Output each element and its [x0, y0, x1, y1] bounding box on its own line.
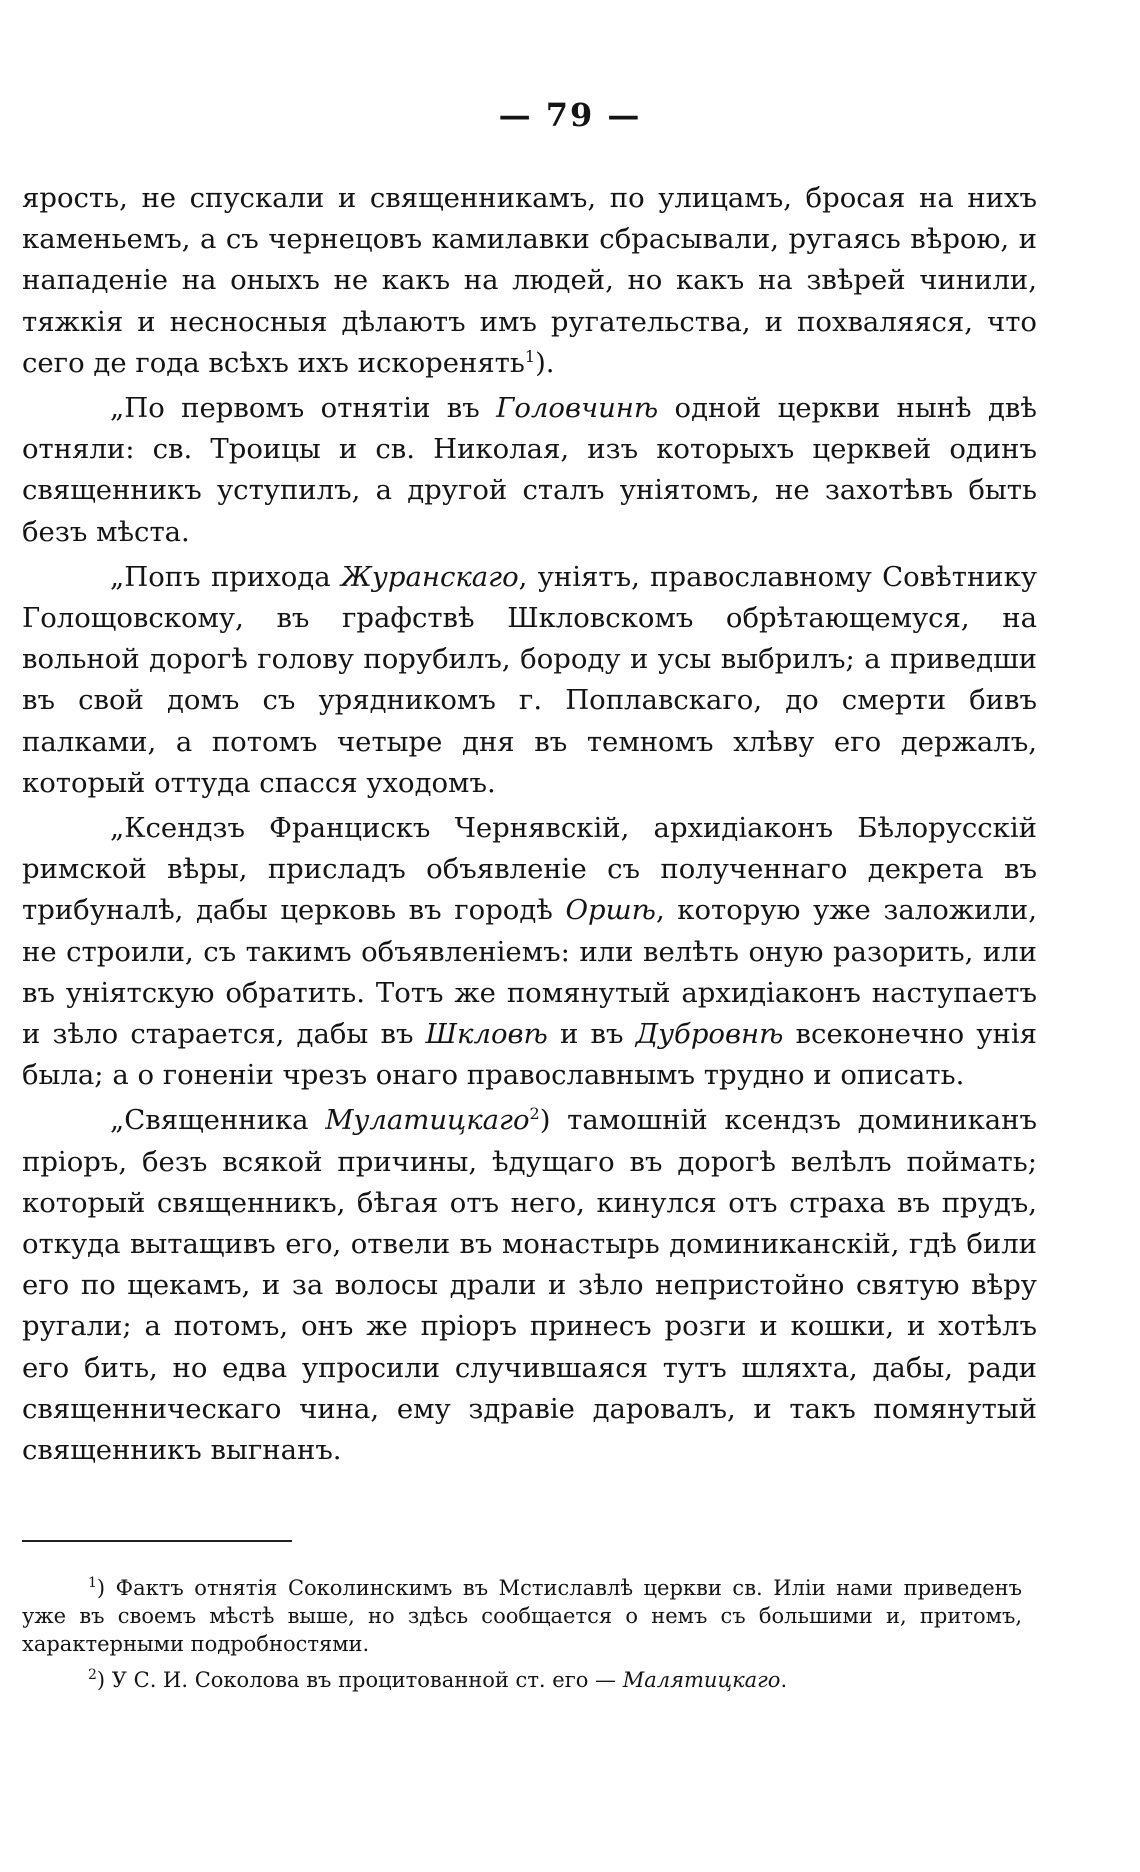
italic-text: Малятицкаго [622, 1668, 781, 1692]
text-run: ) Фактъ отнятія Соколинскимъ въ Мстиславлѣ церкви св. Иліи нами приведенъ уже въ своемъ мѣстѣ выше, но здѣсь сообщается о немъ съ большими и, притомъ, характерными подробностями. [22, 1576, 1022, 1656]
italic-text: Дубровнѣ [635, 1018, 784, 1051]
text-run: „Ксендзъ Францискъ Чернявскій, архидіаконъ Бѣлорусскій римской вѣры, присладъ объявленіе съ полученнаго декрета въ трибуналѣ, дабы церковь въ городѣ [22, 812, 1037, 927]
text-run: ). [535, 346, 555, 379]
text-run: ) тамошній ксендзъ доминиканъ пріоръ, безъ всякой причины, ѣдущаго въ дорогѣ велѣлъ поймать; который священникъ, бѣгая отъ него, кинулся отъ страха въ прудъ, откуда вытащивъ его, отвели въ монастырь доминиканскій, гдѣ били его по щекамъ, и за волосы драли и зѣло непристойно святую вѣру ругали; а потомъ, онъ же пріоръ принесъ розги и кошки, и хотѣлъ его бить, но едва упросили случившаяся тутъ шляхта, дабы, ради священническаго чина, ему здравіе даровалъ, и такъ помянутый священникъ выгнанъ. [22, 1104, 1037, 1467]
text-run: „По первомъ отнятіи въ [110, 392, 497, 425]
footnote-mark: 1 [88, 1575, 97, 1591]
text-run: , которую уже заложили, не строили, съ такимъ объявленіемъ: или велѣть оную разорить, или въ уніятскую обратить. Тотъ же помянутый архидіаконъ наступаетъ и зѣло старается, дабы въ [22, 894, 1038, 1051]
text-run: „Священника [110, 1104, 326, 1137]
italic-text: Головчинѣ [496, 392, 659, 425]
text-run: , уніятъ, православному Совѣтнику Голощовскому, въ графствѣ Шкловскомъ обрѣтающемуся, на вольной дорогѣ голову порубилъ, бороду и усы выбрилъ; а приведши въ свой домъ съ урядникомъ г. Поплавскаго, до смерти бивъ палками, а потомъ четыре дня въ темномъ хлѣву его держалъ, который оттуда спасся уходомъ. [22, 560, 1038, 799]
italic-text: Мулатицкаго [325, 1104, 530, 1137]
footnote-mark: 2 [88, 1667, 97, 1683]
paragraph [22, 388, 1037, 553]
paragraph [22, 808, 1037, 1096]
paragraph [22, 178, 1037, 384]
paragraph [22, 1100, 1037, 1471]
text-run: всеконечно унія была; а о гоненіи чрезъ онаго православнымъ трудно и описать. [22, 1018, 1037, 1092]
page-number: — 79 — [498, 96, 642, 134]
italic-text: Журанскаго [340, 560, 519, 593]
paragraph [22, 557, 1037, 804]
footnote [22, 1666, 1022, 1694]
footnote-divider [22, 1540, 292, 1542]
text-run: . [780, 1668, 788, 1692]
text-run: ) У С. И. Соколова въ процитованной ст. его — [96, 1668, 623, 1692]
text-run: ярость, не спускали и священникамъ, по улицамъ, бросая на нихъ каменьемъ, а съ чернецовъ камилавки сбрасывали, ругаясь вѣрою, и нападеніе на оныхъ не какъ на людей, но какъ на звѣрей чинили, тяжкія и несносныя дѣлаютъ имъ ругательства, и похваляяся, что сего де года всѣхъ ихъ искоренять [22, 182, 1037, 379]
text-run: и въ [547, 1018, 636, 1051]
body-text [22, 178, 1037, 1471]
italic-text: Шкловѣ [425, 1018, 548, 1051]
footnote [22, 1574, 1022, 1658]
footnotes [22, 1574, 1022, 1702]
text-run: одной церкви нынѣ двѣ отняли: св. Троицы и св. Николая, изъ которыхъ церквей одинъ священникъ уступилъ, а другой сталъ уніятомъ, не захотѣвъ быть безъ мѣста. [22, 392, 1037, 548]
italic-text: Оршѣ [565, 894, 656, 927]
footnote-ref: 1 [524, 346, 536, 366]
text-run: „Попъ прихода [110, 560, 341, 593]
footnote-ref: 2 [529, 1104, 540, 1124]
